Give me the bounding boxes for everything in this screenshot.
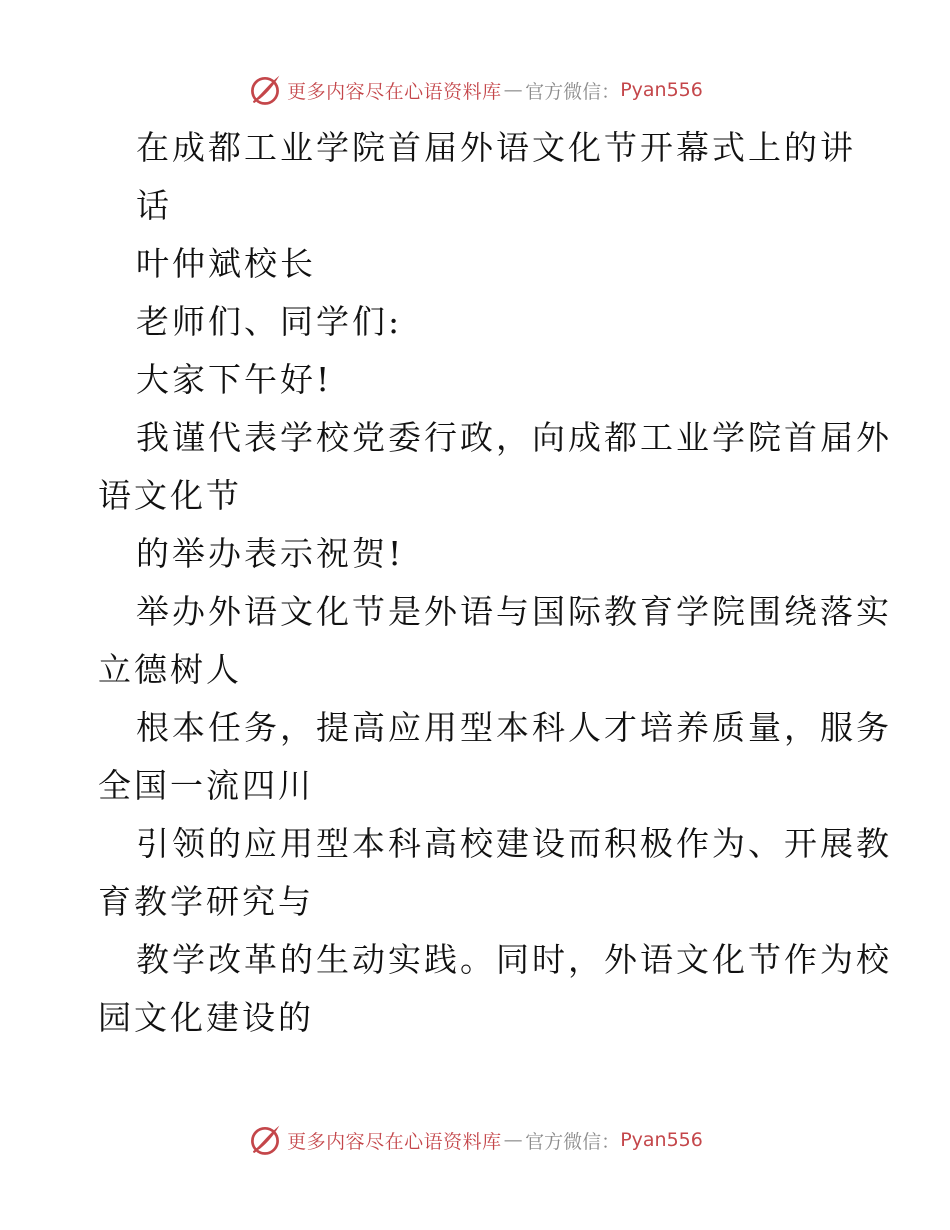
paragraph-line: 引领的应用型本科高校建设而积极作为、开展教: [136, 824, 892, 863]
paragraph-line: 举办外语文化节是外语与国际教育学院围绕落实: [136, 592, 892, 631]
watermark-brand: 更多内容尽在心语资料库: [287, 80, 502, 103]
header-watermark: [0, 70, 950, 110]
greeting-line: 大家下午好!: [136, 360, 333, 399]
paragraph-line: 根本任务，提高应用型本科人才培养质量，服务: [136, 708, 892, 747]
watermark-separator: —: [503, 79, 524, 101]
watermark-wechat-label: 官方微信：: [525, 1130, 621, 1153]
watermark-wechat-label: 官方微信：: [525, 80, 621, 103]
paragraph-line: 的举办表示祝贺!: [136, 534, 405, 573]
footer-watermark: [0, 1120, 950, 1160]
document-title-line-1: 在成都工业学院首届外语文化节开幕式上的讲: [136, 128, 856, 167]
watermark-brand: 更多内容尽在心语资料库: [287, 1130, 502, 1153]
paragraph-line: 语文化节: [98, 476, 242, 515]
watermark-separator: —: [503, 1129, 524, 1151]
paragraph-line: 全国一流四川: [98, 766, 314, 805]
watermark-wechat-id: Pyan556: [620, 79, 703, 101]
paragraph-line: 立德树人: [98, 650, 242, 689]
quill-logo-icon: [247, 1122, 283, 1158]
paragraph-line: 教学改革的生动实践。同时，外语文化节作为校: [136, 940, 892, 979]
document-title-line-2: 话: [136, 186, 172, 225]
salutation-line: 老师们、同学们:: [136, 302, 403, 341]
quill-logo-icon: [247, 72, 283, 108]
paragraph-line: 育教学研究与: [98, 882, 314, 921]
paragraph-line: 园文化建设的: [98, 998, 314, 1037]
watermark-wechat-id: Pyan556: [620, 1129, 703, 1151]
paragraph-line: 我谨代表学校党委行政，向成都工业学院首届外: [136, 418, 892, 457]
speaker-line: 叶仲斌校长: [136, 244, 316, 283]
